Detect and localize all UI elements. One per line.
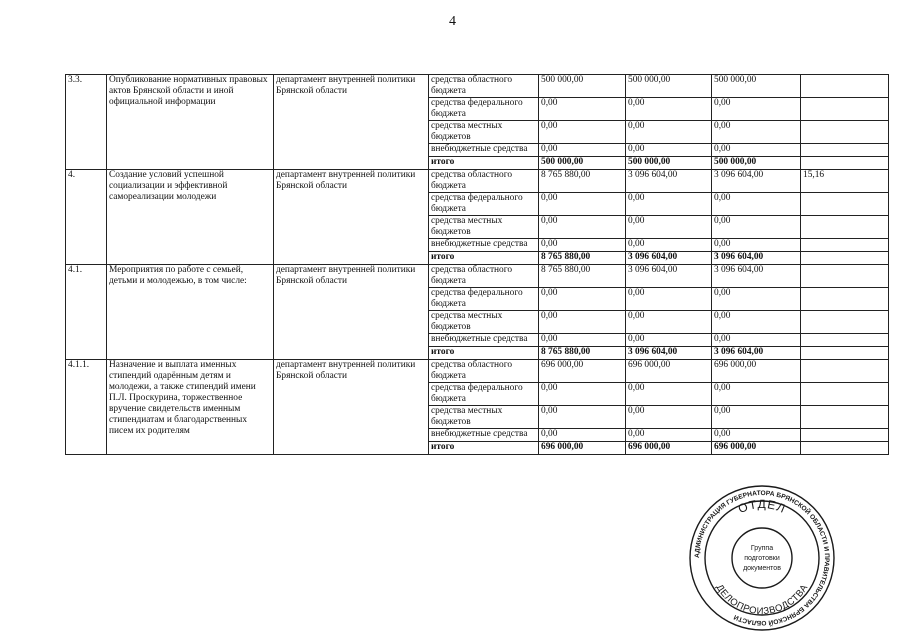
- amount-year-cell: 696 000,00: [712, 442, 801, 455]
- executor-cell: департамент внутренней политики Брянской области: [274, 265, 429, 360]
- amount-year-cell: 0,00: [626, 144, 712, 157]
- funding-source-cell: средства местных бюджетов: [429, 121, 539, 144]
- extra-cell: [801, 157, 889, 170]
- amount-year-cell: 0,00: [626, 216, 712, 239]
- amount-total-cell: 0,00: [539, 383, 626, 406]
- section-description-cell: Опубликование нормативных правовых актов Брянской области и иной официальной информации: [107, 75, 274, 170]
- amount-year-cell: 3 096 604,00: [712, 252, 801, 265]
- amount-year-cell: 696 000,00: [626, 442, 712, 455]
- amount-total-cell: 0,00: [539, 406, 626, 429]
- amount-total-cell: 0,00: [539, 288, 626, 311]
- funding-source-cell: средства областного бюджета: [429, 75, 539, 98]
- amount-year-cell: 0,00: [626, 288, 712, 311]
- extra-cell: [801, 406, 889, 429]
- amount-year-cell: 3 096 604,00: [626, 252, 712, 265]
- amount-year-cell: 500 000,00: [626, 75, 712, 98]
- executor-cell: департамент внутренней политики Брянской области: [274, 75, 429, 170]
- amount-year-cell: 696 000,00: [712, 360, 801, 383]
- amount-year-cell: 500 000,00: [712, 75, 801, 98]
- amount-total-cell: 0,00: [539, 98, 626, 121]
- extra-cell: [801, 429, 889, 442]
- funding-source-cell: средства областного бюджета: [429, 360, 539, 383]
- table-row: [66, 360, 889, 383]
- extra-cell: [801, 75, 889, 98]
- amount-total-cell: 0,00: [539, 239, 626, 252]
- funding-source-cell: средства федерального бюджета: [429, 288, 539, 311]
- stamp-bottom-arc-text: ДЕЛОПРОИЗВОДСТВА: [713, 582, 811, 618]
- amount-year-cell: 3 096 604,00: [626, 265, 712, 288]
- amount-year-cell: 0,00: [712, 193, 801, 216]
- extra-cell: 15,16: [801, 170, 889, 193]
- amount-year-cell: 0,00: [712, 144, 801, 157]
- funding-source-cell: итого: [429, 442, 539, 455]
- stamp-center-line: подготовки: [744, 555, 780, 562]
- table-row: [66, 170, 889, 193]
- amount-year-cell: 0,00: [712, 98, 801, 121]
- extra-cell: [801, 98, 889, 121]
- funding-source-cell: средства местных бюджетов: [429, 216, 539, 239]
- funding-source-cell: внебюджетные средства: [429, 334, 539, 347]
- funding-source-cell: итого: [429, 347, 539, 360]
- amount-year-cell: 0,00: [626, 334, 712, 347]
- amount-year-cell: 500 000,00: [712, 157, 801, 170]
- extra-cell: [801, 239, 889, 252]
- funding-source-cell: внебюджетные средства: [429, 429, 539, 442]
- extra-cell: [801, 288, 889, 311]
- section-description-cell: Назначение и выплата именных стипендий одарённым детям и молодежи, а также стипендий имени П.Л. Проскурина, торжественное вручение свидетельств именным стипендиатам и благодарственных писем их родителям: [107, 360, 274, 455]
- amount-year-cell: 3 096 604,00: [712, 170, 801, 193]
- amount-total-cell: 0,00: [539, 193, 626, 216]
- extra-cell: [801, 265, 889, 288]
- amount-year-cell: 0,00: [712, 239, 801, 252]
- extra-cell: [801, 442, 889, 455]
- amount-total-cell: 500 000,00: [539, 75, 626, 98]
- amount-year-cell: 0,00: [712, 216, 801, 239]
- amount-year-cell: 0,00: [626, 239, 712, 252]
- executor-cell: департамент внутренней политики Брянской области: [274, 360, 429, 455]
- amount-total-cell: 696 000,00: [539, 442, 626, 455]
- extra-cell: [801, 360, 889, 383]
- amount-total-cell: 696 000,00: [539, 360, 626, 383]
- amount-year-cell: 500 000,00: [626, 157, 712, 170]
- funding-source-cell: внебюджетные средства: [429, 239, 539, 252]
- amount-total-cell: 0,00: [539, 144, 626, 157]
- section-number-cell: 4.1.1.: [66, 360, 107, 455]
- extra-cell: [801, 216, 889, 239]
- stamp-outer-text: АДМИНИСТРАЦИЯ ГУБЕРНАТОРА БРЯНСКОЙ ОБЛАСТИ И ПРАВИТЕЛЬСТВА БРЯНСКОЙ ОБЛАСТИ: [693, 489, 831, 627]
- amount-year-cell: 0,00: [712, 383, 801, 406]
- executor-cell: департамент внутренней политики Брянской области: [274, 170, 429, 265]
- funding-source-cell: средства федерального бюджета: [429, 383, 539, 406]
- funding-source-cell: внебюджетные средства: [429, 144, 539, 157]
- extra-cell: [801, 252, 889, 265]
- amount-year-cell: 0,00: [626, 406, 712, 429]
- budget-table: [65, 74, 889, 455]
- amount-year-cell: 0,00: [626, 98, 712, 121]
- table-row: [66, 265, 889, 288]
- funding-source-cell: средства местных бюджетов: [429, 311, 539, 334]
- section-description-cell: Создание условий успешной социализации и эффективной самореализации молодежи: [107, 170, 274, 265]
- page-number: 4: [449, 14, 456, 29]
- amount-year-cell: 0,00: [712, 311, 801, 334]
- amount-year-cell: 0,00: [626, 429, 712, 442]
- amount-total-cell: 8 765 880,00: [539, 252, 626, 265]
- funding-source-cell: средства областного бюджета: [429, 170, 539, 193]
- amount-year-cell: 0,00: [626, 121, 712, 144]
- amount-year-cell: 0,00: [712, 288, 801, 311]
- amount-year-cell: 3 096 604,00: [712, 265, 801, 288]
- office-seal-stamp: [686, 482, 838, 634]
- table-row: [66, 75, 889, 98]
- amount-total-cell: 8 765 880,00: [539, 265, 626, 288]
- amount-total-cell: 0,00: [539, 429, 626, 442]
- amount-year-cell: 0,00: [626, 311, 712, 334]
- section-number-cell: 3.3.: [66, 75, 107, 170]
- extra-cell: [801, 347, 889, 360]
- section-number-cell: 4.1.: [66, 265, 107, 360]
- stamp-top-arc-text: ОТДЕЛ: [736, 496, 789, 517]
- amount-year-cell: 3 096 604,00: [712, 347, 801, 360]
- amount-total-cell: 0,00: [539, 334, 626, 347]
- amount-total-cell: 8 765 880,00: [539, 347, 626, 360]
- amount-total-cell: 0,00: [539, 311, 626, 334]
- funding-source-cell: средства областного бюджета: [429, 265, 539, 288]
- extra-cell: [801, 144, 889, 157]
- amount-year-cell: 0,00: [712, 429, 801, 442]
- amount-year-cell: 696 000,00: [626, 360, 712, 383]
- amount-year-cell: 0,00: [712, 334, 801, 347]
- amount-total-cell: 8 765 880,00: [539, 170, 626, 193]
- funding-source-cell: итого: [429, 157, 539, 170]
- funding-source-cell: итого: [429, 252, 539, 265]
- amount-year-cell: 0,00: [712, 121, 801, 144]
- extra-cell: [801, 193, 889, 216]
- section-number-cell: 4.: [66, 170, 107, 265]
- amount-year-cell: 0,00: [626, 193, 712, 216]
- funding-source-cell: средства федерального бюджета: [429, 98, 539, 121]
- amount-year-cell: 3 096 604,00: [626, 347, 712, 360]
- amount-total-cell: 0,00: [539, 121, 626, 144]
- stamp-center-line: документов: [743, 565, 781, 572]
- extra-cell: [801, 334, 889, 347]
- amount-year-cell: 0,00: [712, 406, 801, 429]
- funding-source-cell: средства федерального бюджета: [429, 193, 539, 216]
- extra-cell: [801, 311, 889, 334]
- amount-year-cell: 0,00: [626, 383, 712, 406]
- amount-total-cell: 500 000,00: [539, 157, 626, 170]
- funding-source-cell: средства местных бюджетов: [429, 406, 539, 429]
- amount-year-cell: 3 096 604,00: [626, 170, 712, 193]
- stamp-center-line: Группа: [750, 545, 774, 552]
- extra-cell: [801, 121, 889, 144]
- extra-cell: [801, 383, 889, 406]
- section-description-cell: Мероприятия по работе с семьей, детьми и молодежью, в том числе:: [107, 265, 274, 360]
- amount-total-cell: 0,00: [539, 216, 626, 239]
